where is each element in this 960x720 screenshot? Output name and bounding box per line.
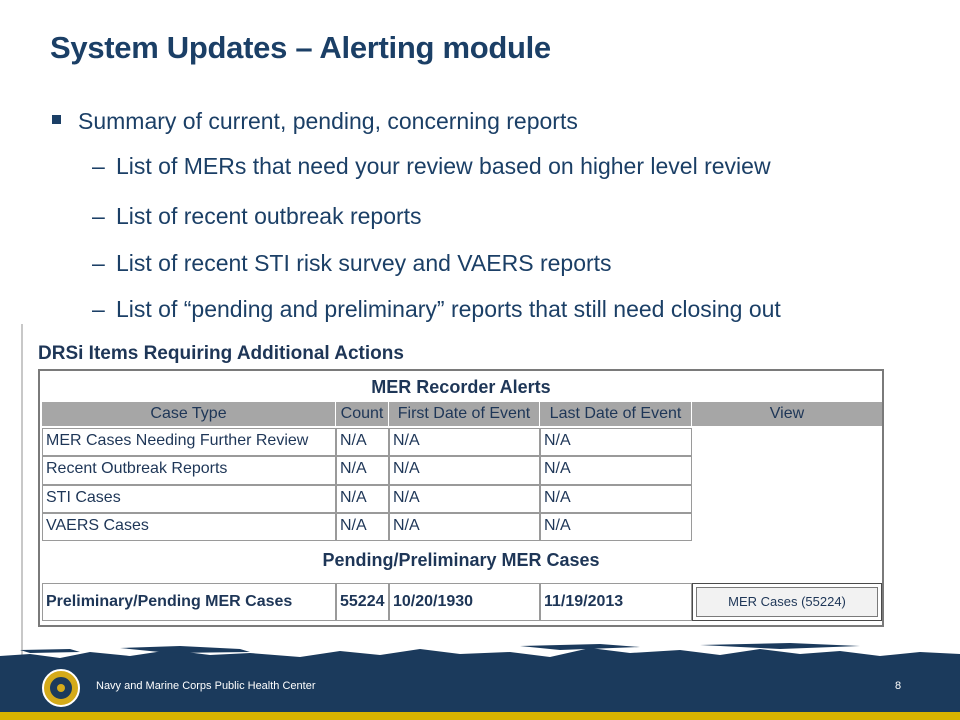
footer-gold-stripe [0,712,960,720]
sub-bullet-item [92,203,422,230]
column-header-case-type: Case Type [42,402,336,426]
sub-bullet-item [92,250,612,277]
view-mer-cases-label: MER Cases (55224) [696,587,878,617]
bullet-item [52,108,578,135]
case-type-cell: VAERS Cases [42,513,336,541]
count-cell: N/A [336,513,389,541]
sub-bullet-item [92,296,781,323]
dash-bullet-icon: – [92,203,105,229]
case-type-cell: Preliminary/Pending MER Cases [42,583,336,621]
drsi-screenshot [21,324,898,660]
first-date-cell: N/A [389,513,540,541]
first-date-cell: N/A [389,428,540,456]
first-date-cell: N/A [389,485,540,513]
footer-organization: Navy and Marine Corps Public Health Center [96,680,316,692]
case-type-cell: Recent Outbreak Reports [42,456,336,485]
case-type-cell: MER Cases Needing Further Review [42,428,336,456]
first-date-cell: N/A [389,456,540,485]
nmcphc-seal-icon [42,669,80,707]
square-bullet-icon [52,115,61,124]
last-date-cell: N/A [540,428,692,456]
footer [0,640,960,720]
sub-bullet-item [92,153,771,180]
sub-bullet-text: List of recent outbreak reports [116,203,422,229]
dash-bullet-icon: – [92,153,105,179]
sub-bullet-text: List of MERs that need your review based on higher level review [116,153,771,179]
count-cell: N/A [336,456,389,485]
last-date-cell: 11/19/2013 [540,583,692,621]
dash-bullet-icon: – [92,296,105,322]
count-cell: 55224 [336,583,389,621]
section-header-pending: Pending/Preliminary MER Cases [322,550,600,570]
sub-bullet-text: List of “pending and preliminary” reports that still need closing out [116,296,781,322]
case-type-cell: STI Cases [42,485,336,513]
drsi-panel-title: DRSi Items Requiring Additional Actions [38,343,404,364]
column-header-view: View [692,402,882,426]
alerts-table [38,369,884,627]
count-cell: N/A [336,485,389,513]
view-mer-cases-button[interactable] [692,583,882,621]
last-date-cell: N/A [540,456,692,485]
count-cell: N/A [336,428,389,456]
brush-edge-decoration [0,640,960,664]
last-date-cell: N/A [540,513,692,541]
bullet-text: Summary of current, pending, concerning reports [78,108,578,134]
dash-bullet-icon: – [92,250,105,276]
first-date-cell: 10/20/1930 [389,583,540,621]
column-header-last-date: Last Date of Event [540,402,692,426]
section-header-alerts: MER Recorder Alerts [371,377,551,397]
last-date-cell: N/A [540,485,692,513]
sub-bullet-text: List of recent STI risk survey and VAERS reports [116,250,612,276]
column-header-first-date: First Date of Event [389,402,540,426]
page-number: 8 [895,680,902,692]
column-header-count: Count [336,402,389,426]
slide-title: System Updates – Alerting module [50,30,551,65]
